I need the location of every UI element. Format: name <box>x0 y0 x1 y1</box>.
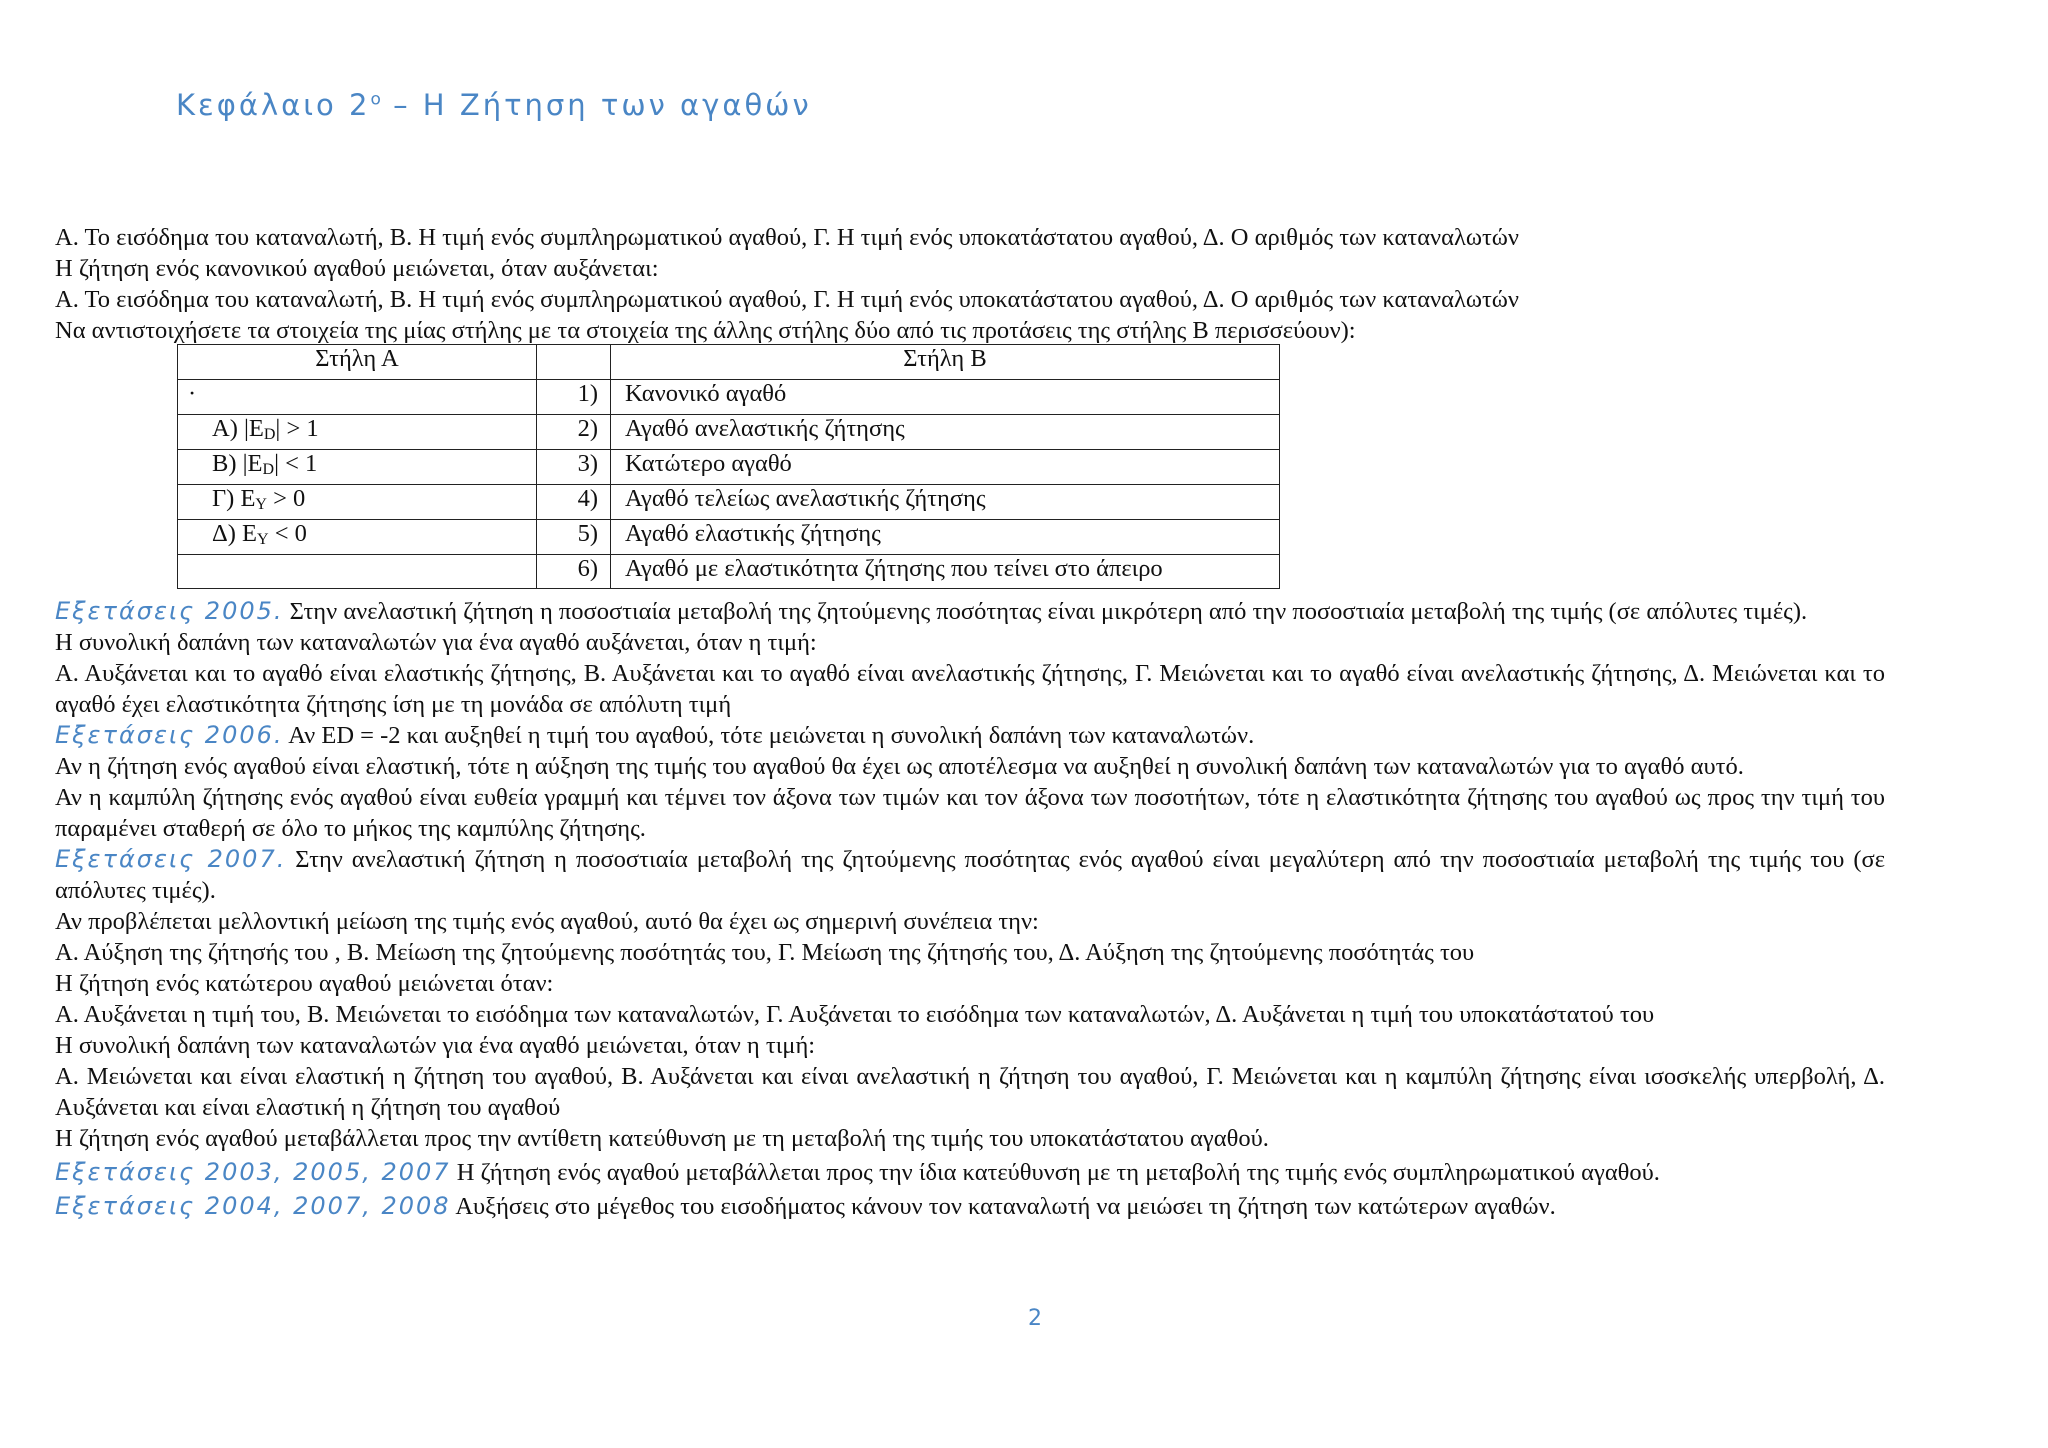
paragraph: Η συνολική δαπάνη των καταναλωτών για ένα αγαθό μειώνεται, όταν η τιμή: <box>55 1032 816 1059</box>
paragraph: Η συνολική δαπάνη των καταναλωτών για ένα αγαθό αυξάνεται, όταν η τιμή: <box>55 629 817 656</box>
paragraph: Αν η ζήτηση ενός αγαθού είναι ελαστική, τότε η αύξηση της τιμής του αγαθού θα έχει ως αποτέλεσμα να αυξηθεί η συνολική δαπάνη των καταναλωτών για το αγαθό αυτό. <box>55 753 1744 780</box>
table-header-row <box>178 345 1280 380</box>
row-number: 5) <box>537 519 611 554</box>
table-row <box>178 519 1280 554</box>
exam-label: Εξετάσεις 2005. <box>55 597 284 625</box>
cell-text: Γ) E <box>212 484 256 512</box>
table-row <box>178 484 1280 519</box>
text-line: Α. Το εισόδημα του καταναλωτή, Β. Η τιμή ενός συμπληρωματικού αγαθού, Γ. Η τιμή ενός υποκατάστατου αγαθού, Δ. Ο αριθμός των καταναλωτών <box>55 224 1519 251</box>
paragraph <box>55 596 1885 627</box>
row-number: 3) <box>537 449 611 484</box>
number-column-header <box>537 345 611 380</box>
column-b-cell: Κανονικό αγαθό <box>611 380 1280 415</box>
text-line: Η ζήτηση ενός κανονικού αγαθού μειώνεται, όταν αυξάνεται: <box>55 255 659 282</box>
column-a-cell: · <box>178 380 537 415</box>
exam-label: Εξετάσεις 2006. <box>55 721 284 749</box>
paragraph: Αν η καμπύλη ζήτησης ενός αγαθού είναι ευθεία γραμμή και τέμνει τον άξονα των τιμών και τον άξονα των ποσοτήτων, τότε η ελαστικότητα ζήτησης του αγαθού ως προς την τιμή του παραμένει σταθερή σε όλο το μήκος της καμπύλης ζήτησης. <box>55 784 1885 842</box>
column-b-cell: Αγαθό ελαστικής ζήτησης <box>611 519 1280 554</box>
column-a-cell <box>178 519 537 554</box>
chapter-title <box>176 88 812 122</box>
paragraph <box>55 1157 1885 1188</box>
column-b-cell: Αγαθό ανελαστικής ζήτησης <box>611 414 1280 449</box>
paragraph-text: Η ζήτηση ενός αγαθού μεταβάλλεται προς την ίδια κατεύθυνση με τη μεταβολή της τιμής ενός συμπληρωματικού αγαθού. <box>450 1159 1660 1186</box>
paragraph-text: Στην ανελαστική ζήτηση η ποσοστιαία μεταβολή της ζητούμενης ποσότητας ενός αγαθού είναι μεγαλύτερη από την ποσοστιαία μεταβολή της τιμής του (σε απόλυτες τιμές). <box>55 846 1885 904</box>
column-b-cell: Αγαθό τελείως ανελαστικής ζήτησης <box>611 484 1280 519</box>
row-number: 1) <box>537 380 611 415</box>
paragraph <box>55 720 1885 751</box>
column-a-cell <box>178 484 537 519</box>
paragraph: Α. Μειώνεται και είναι ελαστική η ζήτηση του αγαθού, Β. Αυξάνεται και είναι ανελαστική η ζήτηση του αγαθού, Γ. Μειώνεται και η καμπύλη ζήτησης είναι ισοσκελής υπερβολή, Δ. Αυξάνεται και είναι ελαστική η ζήτηση του αγαθού <box>55 1063 1885 1121</box>
cell-subscript: D <box>263 425 276 443</box>
cell-text: | < 1 <box>274 449 318 477</box>
paragraph: Α. Αύξηση της ζήτησής του , Β. Μείωση της ζητούμενης ποσότητάς του, Γ. Μείωση της ζήτησής του, Δ. Αύξηση της ζητούμενης ποσότητάς του <box>55 939 1475 966</box>
row-number: 6) <box>537 554 611 589</box>
text-line: Να αντιστοιχήσετε τα στοιχεία της μίας στήλης με τα στοιχεία της άλλης στήλης δύο από τις προτάσεις της στήλης Β περισσεύουν): <box>55 317 1356 344</box>
paragraph: Αν προβλέπεται μελλοντική μείωση της τιμής ενός αγαθού, αυτό θα έχει ως σημερινή συνέπεια την: <box>55 908 1039 935</box>
table-row <box>178 414 1280 449</box>
paragraph-text: Αυξήσεις στο μέγεθος του εισοδήματος κάνουν τον καταναλωτή να μειώσει τη ζήτηση των κατώτερων αγαθών. <box>450 1193 1556 1220</box>
chapter-title-pre: Κεφάλαιο 2 <box>176 88 371 122</box>
row-number: 4) <box>537 484 611 519</box>
column-a-cell <box>178 554 537 589</box>
cell-text: > 0 <box>266 484 306 512</box>
row-number: 2) <box>537 414 611 449</box>
column-a-cell <box>178 414 537 449</box>
table-row <box>178 449 1280 484</box>
paragraph: Η ζήτηση ενός κατώτερου αγαθού μειώνεται όταν: <box>55 970 554 997</box>
paragraph: Η ζήτηση ενός αγαθού μεταβάλλεται προς την αντίθετη κατεύθυνση με τη μεταβολή της τιμής του υποκατάστατου αγαθού. <box>55 1125 1269 1152</box>
document-body-lower <box>55 596 1885 1222</box>
cell-subscript: Y <box>255 495 267 513</box>
table-row <box>178 554 1280 589</box>
paragraph: Α. Αυξάνεται και το αγαθό είναι ελαστικής ζήτησης, Β. Αυξάνεται και το αγαθό είναι ανελαστικής ζήτησης, Γ. Μειώνεται και το αγαθό είναι ανελαστικής ζήτησης, Δ. Μειώνεται και το αγαθό έχει ελαστικότητα ζήτησης ίση με τη μονάδα σε απόλυτη τιμή <box>55 660 1885 718</box>
chapter-title-superscript: ο <box>370 89 381 110</box>
matching-table <box>177 344 1280 589</box>
text-line: Α. Το εισόδημα του καταναλωτή, Β. Η τιμή ενός συμπληρωματικού αγαθού, Γ. Η τιμή ενός υποκατάστατου αγαθού, Δ. Ο αριθμός των καταναλωτών <box>55 286 1519 313</box>
cell-subscript: D <box>262 460 275 478</box>
paragraph-text: Στην ανελαστική ζήτηση η ποσοστιαία μεταβολή της ζητούμενης ποσότητας είναι μικρότερη από την ποσοστιαία μεταβολή της τιμής (σε απόλυτες τιμές). <box>283 598 1808 625</box>
paragraph: Α. Αυξάνεται η τιμή του, Β. Μειώνεται το εισόδημα των καταναλωτών, Γ. Αυξάνεται το εισόδημα των καταναλωτών, Δ. Αυξάνεται η τιμή του υποκατάστατού του <box>55 1001 1655 1028</box>
cell-text: < 0 <box>268 519 307 547</box>
chapter-title-post: – Η Ζήτηση των αγαθών <box>380 88 812 122</box>
cell-subscript: Y <box>257 530 269 548</box>
paragraph-text: Αν ED = -2 και αυξηθεί η τιμή του αγαθού, τότε μειώνεται η συνολική δαπάνη των καταναλωτών. <box>283 722 1255 749</box>
paragraph <box>55 1191 1885 1222</box>
table-row <box>178 380 1280 415</box>
document-body <box>55 222 1885 346</box>
column-b-cell: Κατώτερο αγαθό <box>611 449 1280 484</box>
exam-label: Εξετάσεις 2007. <box>55 845 287 873</box>
cell-text: Β) |E <box>212 449 263 477</box>
cell-text: Α) |E <box>212 414 264 442</box>
cell-text: | > 1 <box>275 414 319 442</box>
paragraph <box>55 844 1885 906</box>
page-number: 2 <box>1028 1306 1042 1331</box>
column-b-cell: Αγαθό με ελαστικότητα ζήτησης που τείνει στο άπειρο <box>611 554 1280 589</box>
exam-label: Εξετάσεις 2003, 2005, 2007 <box>55 1158 451 1186</box>
column-b-header: Στήλη Β <box>611 345 1280 380</box>
column-a-header: Στήλη Α <box>178 345 537 380</box>
column-a-cell <box>178 449 537 484</box>
exam-label: Εξετάσεις 2004, 2007, 2008 <box>55 1192 451 1220</box>
cell-text: Δ) E <box>212 519 258 547</box>
